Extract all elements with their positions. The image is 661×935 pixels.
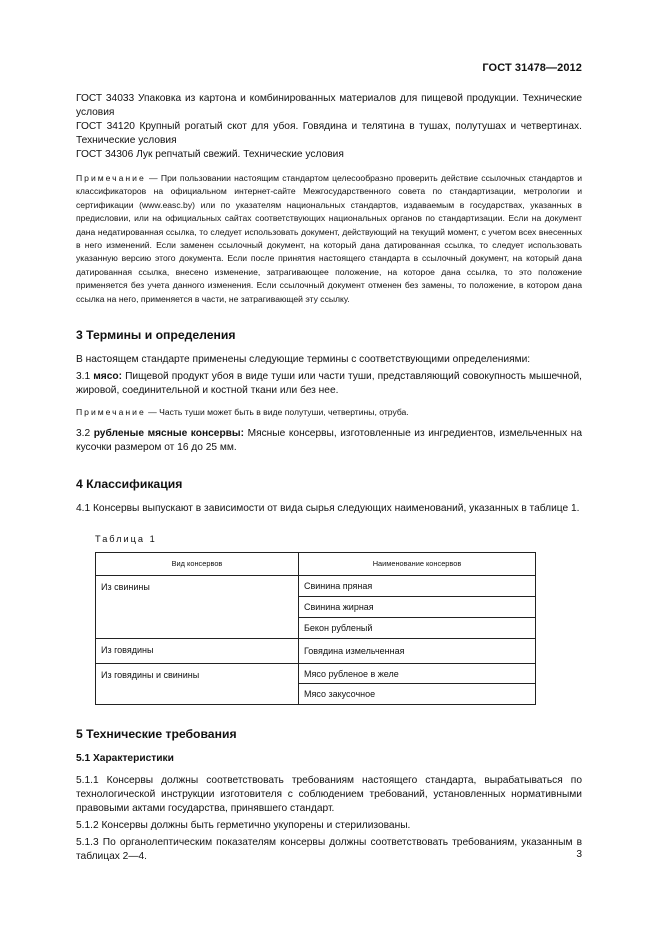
table-cell-kind: Из свинины xyxy=(96,576,299,638)
term-note xyxy=(76,406,582,419)
section-paragraph: 5.1.3 По органолептическим показателям консервы должны соответствовать требованиям, указанным в таблицах 2—4. xyxy=(76,837,582,863)
note-text: — При пользовании настоящим стандартом целесообразно проверить действие ссылочных стандартов и классификаторов на официальном интернет-сайте Межгосударственного совета по стандартизации, метрологии и сертификации (www.easc.by) или по указателям национальных стандартов, издаваемым в государствах, указанных в предисловии, или на официальных сайтах соответствующих национальных органов по стандартизации. Если на документ дана недатированная ссылка, то следует использовать документ, действующий на текущий момент, с учетом всех внесенных в него изменений. Если заменен ссылочный документ, на который дана датированная ссылка, то следует использовать указанную версию этого документа. Если после принятия настоящего стандарта в ссылочный документ, на который дана датированная ссылка, внесено изменение, затрагивающее положение, на которое дана ссылка, то это положение применяется без учета данного изменения. Если ссылочный документ отменен без замены, то положение, в котором дана ссылка на него, применяется в части, не затрагивающей эту ссылку. xyxy=(76,173,583,304)
reference-code: ГОСТ 34306 xyxy=(76,149,134,160)
references-note xyxy=(76,172,582,306)
reference-item xyxy=(76,120,582,148)
section-paragraph: 4.1 Консервы выпускают в зависимости от вида сырья следующих наименований, указанных в таблице 1. xyxy=(76,503,580,515)
table-cell-kind: Из говядины xyxy=(96,638,299,663)
section-title: 3 Термины и определения xyxy=(76,328,236,343)
table-header-cell: Наименование консервов xyxy=(299,553,536,576)
table-cell-name: Говядина измельченная xyxy=(299,638,536,663)
table-row xyxy=(96,663,536,684)
term-name: рубленые мясные консервы: xyxy=(93,428,245,440)
classification-table xyxy=(95,552,536,705)
table-row xyxy=(96,576,536,597)
table-cell-name: Мясо рубленое в желе xyxy=(299,663,536,684)
section-title: 4 Классификация xyxy=(76,477,183,492)
term-text: Пищевой продукт убоя в виде туши или части туши, представляющий совокупность мышечной, жировой, соединительной и костной ткани или без нее. xyxy=(76,371,582,397)
note-label: Примечание xyxy=(76,173,146,183)
reference-item xyxy=(76,92,582,120)
section-intro: В настоящем стандарте применены следующие термины с соответствующими определениями: xyxy=(76,354,531,366)
reference-item xyxy=(76,148,582,162)
note-text: — Часть туши может быть в виде полутуши, четвертины, отруба. xyxy=(148,407,409,418)
page-number: 3 xyxy=(576,849,582,860)
table-cell-name: Свинина пряная xyxy=(299,576,536,597)
section-paragraph: 5.1.2 Консервы должны быть герметично укупорены и стерилизованы. xyxy=(76,820,411,832)
note-label: Примечание xyxy=(76,407,146,418)
table-cell-name: Мясо закусочное xyxy=(299,684,536,705)
term-name: мясо: xyxy=(93,371,123,383)
term-definition xyxy=(76,427,582,455)
document-code: ГОСТ 31478—2012 xyxy=(482,62,582,74)
term-number: 3.2 xyxy=(76,428,91,440)
reference-text: Крупный рогатый скот для убоя. Говядина и телятина в тушах, полутушах и четвертинах. Технические условия xyxy=(76,121,582,146)
reference-text: Упаковка из картона и комбинированных материалов для пищевой продукции. Технические условия xyxy=(76,93,582,118)
term-number: 3.1 xyxy=(76,371,91,383)
table-cell-name: Бекон рубленый xyxy=(299,618,536,639)
reference-code: ГОСТ 34033 xyxy=(76,93,135,104)
subsection-title: 5.1 Характеристики xyxy=(76,753,174,765)
table-cell-kind: Из говядины и свинины xyxy=(96,663,299,705)
term-text: Мясные консервы, изготовленные из ингредиентов, измельченных на кусочки размером от 16 до 25 мм. xyxy=(76,428,582,454)
page-content xyxy=(76,92,582,864)
term-definition xyxy=(76,370,582,398)
table-header-cell: Вид консервов xyxy=(96,553,299,576)
table-caption: Таблица 1 xyxy=(95,534,157,545)
table-row xyxy=(96,638,536,663)
section-title: 5 Технические требования xyxy=(76,727,237,742)
reference-code: ГОСТ 34120 xyxy=(76,121,135,132)
section-paragraph: 5.1.1 Консервы должны соответствовать требованиям настоящего стандарта, вырабатываться по технологической инструкции изготовителя с соблюдением требований, установленных нормативными правовыми актами государства, принявшего стандарт. xyxy=(76,775,582,815)
table-header-row xyxy=(96,553,536,576)
table-cell-name: Свинина жирная xyxy=(299,597,536,618)
reference-text: Лук репчатый свежий. Технические условия xyxy=(136,149,344,160)
